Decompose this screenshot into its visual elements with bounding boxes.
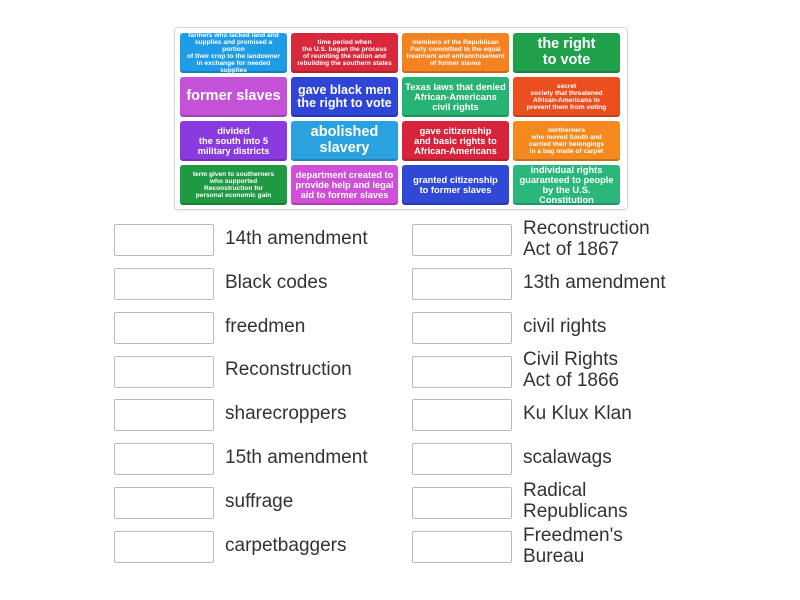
drop-slot[interactable]	[114, 356, 214, 388]
drop-slot[interactable]	[412, 268, 512, 300]
drop-slot[interactable]	[412, 399, 512, 431]
answer-tile[interactable]: the right to vote	[513, 33, 620, 73]
term-label: Reconstruction	[225, 359, 352, 380]
term-label: carpetbaggers	[225, 535, 347, 556]
term-label: civil rights	[523, 316, 607, 337]
term-label: Reconstruction Act of 1867	[523, 218, 650, 260]
term-label: Black codes	[225, 272, 328, 293]
drop-slot[interactable]	[114, 399, 214, 431]
term-label: suffrage	[225, 491, 294, 512]
answer-tile[interactable]: gave black men the right to vote	[291, 77, 398, 117]
drop-slot[interactable]	[412, 356, 512, 388]
answer-tile[interactable]: individual rights guaranteed to people by the U.S. Constitution	[513, 165, 620, 205]
term-label: sharecroppers	[225, 403, 347, 424]
answer-tile[interactable]: abolished slavery	[291, 121, 398, 161]
term-label: Radical Republicans	[523, 480, 628, 522]
answer-tile[interactable]: farmers who lacked land and supplies and promised a portion of their crop to the landowner in exchange for needed supplies	[180, 33, 287, 73]
answer-tile[interactable]: northerners who moved South and carried their belongings in a bag made of carpet	[513, 121, 620, 161]
drop-slot[interactable]	[114, 443, 214, 475]
term-label: scalawags	[523, 447, 612, 468]
drop-slot[interactable]	[114, 268, 214, 300]
term-label: Ku Klux Klan	[523, 403, 632, 424]
answer-tile[interactable]: former slaves	[180, 77, 287, 117]
answer-tile[interactable]: gave citizenship and basic rights to African-Americans	[402, 121, 509, 161]
term-label: freedmen	[225, 316, 306, 337]
drop-slot[interactable]	[114, 224, 214, 256]
drop-slot[interactable]	[412, 443, 512, 475]
answer-tile-bank	[174, 27, 628, 210]
term-label: Civil Rights Act of 1866	[523, 349, 620, 391]
drop-slot[interactable]	[114, 312, 214, 344]
term-label: 15th amendment	[225, 447, 368, 468]
term-label: 14th amendment	[225, 228, 368, 249]
drop-slot[interactable]	[412, 312, 512, 344]
answer-tile[interactable]: secret society that threatened African-Americans to prevent them from voting	[513, 77, 620, 117]
drop-slot[interactable]	[412, 531, 512, 563]
answer-tile[interactable]: department created to provide help and legal aid to former slaves	[291, 165, 398, 205]
answer-tile[interactable]: divided the south into 5 military districts	[180, 121, 287, 161]
drop-slot[interactable]	[412, 487, 512, 519]
term-label: 13th amendment	[523, 272, 666, 293]
answer-tile[interactable]: time period when the U.S. began the process of reuniting the nation and rebuilding the southern states	[291, 33, 398, 73]
drop-slot[interactable]	[114, 487, 214, 519]
answer-tile[interactable]: term given to southerners who supported Reconstruction for personal economic gain	[180, 165, 287, 205]
answer-tile[interactable]: granted citizenship to former slaves	[402, 165, 509, 205]
answer-tile[interactable]: members of the Republican Party committed to the equal treatment and enfranchisement of former slaves	[402, 33, 509, 73]
term-label: Freedmen's Bureau	[523, 525, 623, 567]
drop-slot[interactable]	[114, 531, 214, 563]
drop-slot[interactable]	[412, 224, 512, 256]
answer-tile[interactable]: Texas laws that denied African-Americans civil rights	[402, 77, 509, 117]
